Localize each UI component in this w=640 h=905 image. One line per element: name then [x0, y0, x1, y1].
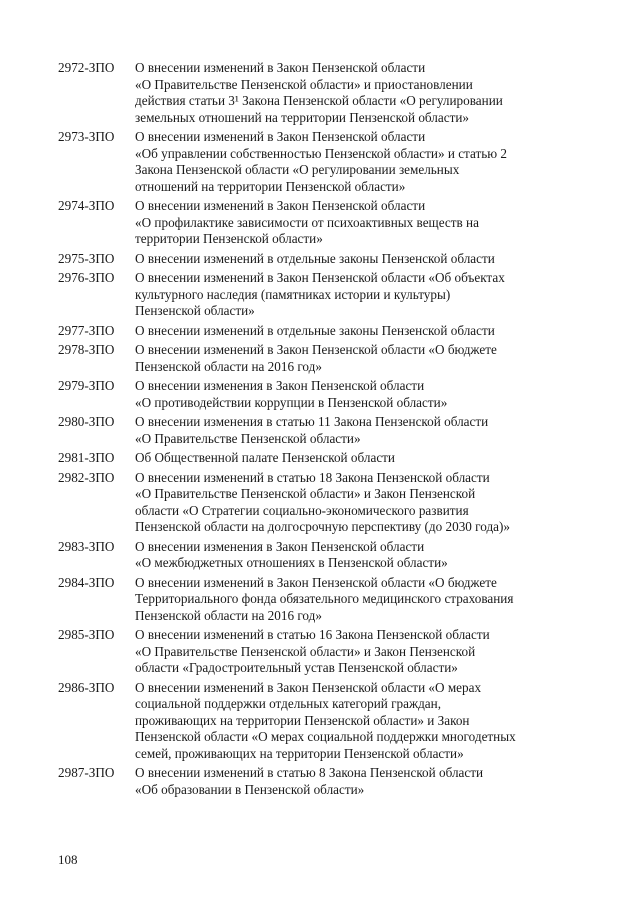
law-title [135, 680, 588, 763]
law-number: 2973-ЗПО [58, 129, 115, 144]
law-entry [58, 342, 588, 375]
title-line: О внесении изменений в Закон Пензенской области «Об объектах [135, 270, 505, 285]
law-entry [58, 378, 588, 411]
law-number: 2972-ЗПО [58, 60, 115, 75]
law-title [135, 270, 588, 320]
title-line: О внесении изменений в статью 18 Закона Пензенской области [135, 469, 490, 485]
law-title [135, 378, 588, 411]
law-entry [58, 575, 588, 625]
title-line: «О Правительстве Пензенской области» [135, 430, 361, 446]
title-line: Об Общественной палате Пензенской области [135, 450, 395, 465]
law-entry [58, 323, 588, 340]
law-entry [58, 129, 588, 195]
title-line: территории Пензенской области» [135, 231, 323, 246]
law-title [135, 539, 588, 572]
title-line: Закона Пензенской области «О регулировании земельных [135, 162, 460, 177]
law-number: 2979-ЗПО [58, 378, 115, 393]
title-line: О внесении изменений в Закон Пензенской области «О бюджете [135, 342, 497, 357]
law-title [135, 470, 588, 536]
title-line: О внесении изменений в статью 16 Закона Пензенской области [135, 627, 490, 642]
title-line: Пензенской области «О мерах социальной поддержки многодетных [135, 729, 516, 744]
law-entry [58, 627, 588, 677]
title-line: «О противодействии коррупции в Пензенской области» [135, 394, 448, 410]
title-line: Пензенской области на 2016 год» [135, 607, 322, 623]
law-title [135, 323, 588, 340]
law-entry [58, 470, 588, 536]
law-number: 2974-ЗПО [58, 198, 115, 213]
law-entry [58, 251, 588, 268]
law-entry [58, 450, 588, 467]
title-line: «Об управлении собственностью Пензенской области» и статью 2 [135, 145, 507, 161]
title-line: отношений на территории Пензенской области» [135, 178, 406, 194]
title-line: семей, проживающих на территории Пензенской области» [135, 745, 464, 761]
law-title [135, 129, 588, 195]
title-line: культурного наследия (памятниках истории и культуры) [135, 286, 451, 302]
title-line: Территориального фонда обязательного медицинского страхования [135, 591, 514, 606]
title-line: области «О Стратегии социально-экономического развития [135, 502, 469, 518]
law-entry [58, 765, 588, 798]
law-entry [58, 680, 588, 763]
title-line: О внесении изменений в Закон Пензенской области «О бюджете [135, 574, 497, 590]
law-title [135, 251, 588, 268]
law-number: 2984-ЗПО [58, 574, 115, 590]
law-title [135, 450, 588, 467]
law-title [135, 627, 588, 677]
law-number: 2981-ЗПО [58, 450, 115, 465]
title-line: области «Градостроительный устав Пензенской области» [135, 660, 458, 675]
title-line: Пензенской области на долгосрочную перспективу (до 2030 года)» [135, 519, 511, 534]
law-number: 2980-ЗПО [58, 414, 115, 429]
law-title [135, 575, 588, 625]
title-line: О внесении изменений в Закон Пензенской области [135, 198, 426, 213]
law-title [135, 765, 588, 798]
title-line: О внесении изменений в Закон Пензенской области [135, 60, 426, 75]
law-entry [58, 539, 588, 572]
law-entry [58, 60, 588, 126]
title-line: действия статьи 3¹ Закона Пензенской области «О регулировании [135, 93, 503, 108]
law-number: 2978-ЗПО [58, 342, 115, 357]
law-title [135, 414, 588, 447]
law-number: 2987-ЗПО [58, 765, 115, 780]
document-body [58, 60, 588, 801]
page-number: 108 [58, 852, 78, 867]
law-number: 2982-ЗПО [58, 469, 115, 485]
title-line: «О межбюджетных отношениях в Пензенской области» [135, 555, 448, 570]
title-line: земельных отношений на территории Пензенской области» [135, 109, 470, 125]
law-number: 2985-ЗПО [58, 627, 115, 642]
law-title [135, 342, 588, 375]
law-entry [58, 414, 588, 447]
law-entry [58, 270, 588, 320]
title-line: «Об образовании в Пензенской области» [135, 781, 365, 797]
title-line: О внесении изменений в Закон Пензенской области «О мерах [135, 679, 482, 695]
title-line: «О Правительстве Пензенской области» и Закон Пензенской [135, 486, 476, 501]
title-line: О внесении изменений в отдельные законы Пензенской области [135, 250, 495, 266]
law-title [135, 198, 588, 248]
title-line: О внесении изменений в Закон Пензенской области [135, 129, 426, 144]
title-line: О внесении изменения в статью 11 Закона Пензенской области [135, 414, 489, 429]
title-line: Пензенской области на 2016 год» [135, 358, 322, 374]
title-line: «О Правительстве Пензенской области» и приостановлении [135, 76, 473, 92]
law-number: 2983-ЗПО [58, 538, 115, 554]
title-line: проживающих на территории Пензенской области» и Закон [135, 712, 470, 728]
law-number: 2976-ЗПО [58, 270, 115, 285]
law-number: 2986-ЗПО [58, 679, 115, 695]
title-line: социальной поддержки отдельных категорий граждан, [135, 696, 442, 711]
law-number: 2975-ЗПО [58, 250, 115, 266]
law-title [135, 60, 588, 126]
title-line: О внесении изменения в Закон Пензенской области [135, 538, 425, 554]
title-line: О внесении изменений в отдельные законы Пензенской области [135, 322, 495, 338]
title-line: О внесении изменения в Закон Пензенской области [135, 378, 425, 393]
law-number: 2977-ЗПО [58, 322, 115, 338]
title-line: О внесении изменений в статью 8 Закона Пензенской области [135, 765, 484, 780]
title-line: «О профилактике зависимости от психоактивных веществ на [135, 214, 479, 230]
law-entry [58, 198, 588, 248]
title-line: Пензенской области» [135, 303, 255, 318]
title-line: «О Правительстве Пензенской области» и Закон Пензенской [135, 643, 476, 659]
